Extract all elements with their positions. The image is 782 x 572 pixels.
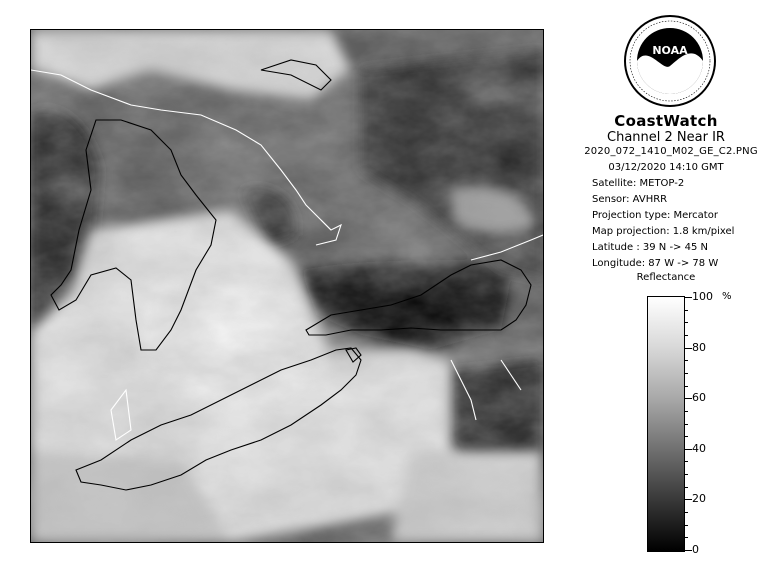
colorbar-major-tick xyxy=(684,449,692,450)
colorbar-minor-tick xyxy=(684,386,688,387)
colorbar-tick-label: 100 xyxy=(692,290,713,303)
colorbar-minor-tick xyxy=(684,537,688,538)
acquisition-datetime: 03/12/2020 14:10 GMT xyxy=(608,162,724,173)
colorbar-tick-label: 0 xyxy=(692,543,699,556)
colorbar-major-tick xyxy=(684,398,692,399)
satellite-image xyxy=(30,29,544,543)
colorbar-tick-label: 40 xyxy=(692,441,706,455)
product-title: CoastWatch xyxy=(614,112,718,130)
colorbar-major-tick xyxy=(684,297,692,298)
colorbar-title: Reflectance xyxy=(636,272,696,283)
colorbar-minor-tick xyxy=(684,474,688,475)
colorbar-minor-tick xyxy=(684,335,688,336)
colorbar-major-tick xyxy=(684,550,692,551)
colorbar-tick-label: 80 xyxy=(692,340,706,354)
map-projection: Map projection: 1.8 km/pixel xyxy=(592,226,735,237)
colorbar-minor-tick xyxy=(684,487,688,488)
longitude-range: Longitude: 87 W -> 78 W xyxy=(592,258,719,269)
projection-type: Projection type: Mercator xyxy=(592,210,718,221)
reflectance-colorbar xyxy=(647,296,685,552)
colorbar-minor-tick xyxy=(684,373,688,374)
satellite-info: Satellite: METOP-2 xyxy=(592,178,685,189)
colorbar-tick-label: 60 xyxy=(692,391,706,405)
colorbar-minor-tick xyxy=(684,512,688,513)
colorbar-major-tick xyxy=(684,499,692,500)
noaa-logo xyxy=(623,14,717,108)
sensor-info: Sensor: AVHRR xyxy=(592,194,668,205)
colorbar-unit: % xyxy=(722,291,732,302)
colorbar-minor-tick xyxy=(684,525,688,526)
colorbar-major-tick xyxy=(684,348,692,349)
image-filename: 2020_072_1410_M02_GE_C2.PNG xyxy=(584,146,758,157)
colorbar-minor-tick xyxy=(684,322,688,323)
colorbar-minor-tick xyxy=(684,411,688,412)
latitude-range: Latitude : 39 N -> 45 N xyxy=(592,242,708,253)
reflectance-map xyxy=(31,30,543,542)
colorbar-minor-tick xyxy=(684,360,688,361)
colorbar-minor-tick xyxy=(684,424,688,425)
colorbar-minor-tick xyxy=(684,436,688,437)
colorbar-minor-tick xyxy=(684,461,688,462)
svg-text:NOAA: NOAA xyxy=(652,44,688,57)
colorbar-minor-tick xyxy=(684,310,688,311)
colorbar-tick-label: 20 xyxy=(692,492,706,506)
channel-label: Channel 2 Near IR xyxy=(607,130,725,145)
